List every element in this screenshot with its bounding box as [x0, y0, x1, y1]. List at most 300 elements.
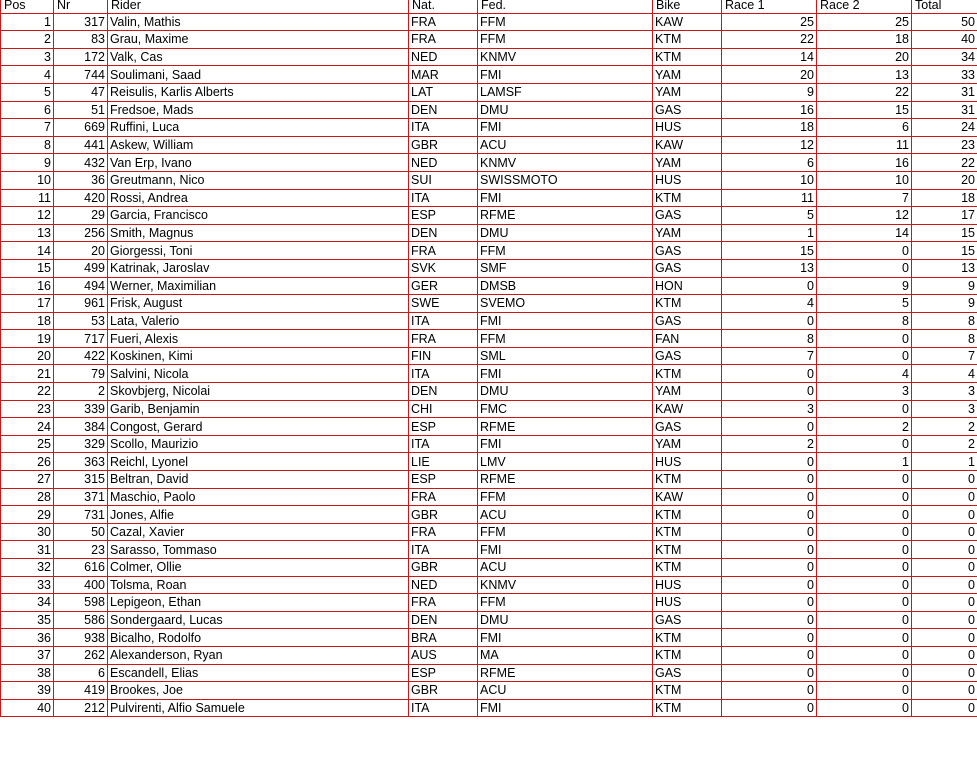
cell-race1: 0: [722, 365, 817, 383]
cell-race1: 7: [722, 347, 817, 365]
cell-bike: KTM: [653, 365, 722, 383]
cell-race1: 9: [722, 83, 817, 101]
table-row: [1, 523, 977, 541]
cell-race2: 0: [817, 594, 912, 612]
cell-nat: GER: [409, 277, 478, 295]
cell-nat: ITA: [409, 699, 478, 717]
cell-race2: 4: [817, 365, 912, 383]
cell-nat: DEN: [409, 101, 478, 119]
cell-race1: 0: [722, 383, 817, 401]
cell-nat: NED: [409, 154, 478, 172]
cell-nr: 384: [54, 418, 108, 436]
cell-bike: KTM: [653, 31, 722, 49]
cell-total: 40: [912, 31, 977, 49]
cell-rider: Garcia, Francisco: [108, 207, 409, 225]
cell-bike: KTM: [653, 646, 722, 664]
table-row: [1, 541, 977, 559]
cell-rider: Valin, Mathis: [108, 13, 409, 31]
cell-race2: 13: [817, 66, 912, 84]
table-row: [1, 13, 977, 31]
cell-race2: 0: [817, 699, 912, 717]
cell-fed: FFM: [478, 242, 653, 260]
cell-race1: 18: [722, 119, 817, 137]
table-row: [1, 312, 977, 330]
table-row: [1, 646, 977, 664]
cell-pos: 26: [1, 453, 54, 471]
table-row: [1, 488, 977, 506]
table-row: [1, 435, 977, 453]
cell-nr: 50: [54, 523, 108, 541]
cell-pos: 20: [1, 347, 54, 365]
cell-pos: 24: [1, 418, 54, 436]
table-row: [1, 48, 977, 66]
cell-bike: GAS: [653, 347, 722, 365]
cell-fed: FFM: [478, 13, 653, 31]
table-row: [1, 576, 977, 594]
cell-rider: Cazal, Xavier: [108, 523, 409, 541]
cell-nr: 53: [54, 312, 108, 330]
cell-pos: 40: [1, 699, 54, 717]
cell-pos: 35: [1, 611, 54, 629]
table-row: [1, 242, 977, 260]
cell-fed: RFME: [478, 207, 653, 225]
cell-race1: 0: [722, 471, 817, 489]
cell-fed: KNMV: [478, 576, 653, 594]
cell-race2: 18: [817, 31, 912, 49]
cell-pos: 23: [1, 400, 54, 418]
cell-race1: 1: [722, 224, 817, 242]
cell-bike: HON: [653, 277, 722, 295]
table-row: [1, 171, 977, 189]
cell-pos: 2: [1, 31, 54, 49]
cell-pos: 37: [1, 646, 54, 664]
cell-race1: 10: [722, 171, 817, 189]
cell-pos: 1: [1, 13, 54, 31]
cell-race2: 0: [817, 506, 912, 524]
cell-nr: 422: [54, 347, 108, 365]
cell-rider: Katrinak, Jaroslav: [108, 259, 409, 277]
cell-race2: 0: [817, 347, 912, 365]
cell-bike: YAM: [653, 154, 722, 172]
cell-nat: ITA: [409, 119, 478, 137]
cell-rider: Maschio, Paolo: [108, 488, 409, 506]
cell-nat: FRA: [409, 488, 478, 506]
cell-bike: KTM: [653, 523, 722, 541]
cell-nat: DEN: [409, 383, 478, 401]
cell-nr: 36: [54, 171, 108, 189]
table-row: [1, 664, 977, 682]
cell-bike: GAS: [653, 101, 722, 119]
cell-bike: KTM: [653, 189, 722, 207]
cell-bike: GAS: [653, 259, 722, 277]
cell-rider: Werner, Maximilian: [108, 277, 409, 295]
cell-rider: Lata, Valerio: [108, 312, 409, 330]
cell-total: 0: [912, 471, 977, 489]
cell-pos: 17: [1, 295, 54, 313]
table-row: [1, 400, 977, 418]
cell-nat: ESP: [409, 664, 478, 682]
cell-bike: GAS: [653, 312, 722, 330]
cell-race2: 0: [817, 611, 912, 629]
header-fed: Fed.: [478, 0, 653, 13]
header-rider: Rider: [108, 0, 409, 13]
cell-race2: 14: [817, 224, 912, 242]
cell-nr: 329: [54, 435, 108, 453]
table-row: [1, 207, 977, 225]
cell-pos: 30: [1, 523, 54, 541]
cell-pos: 38: [1, 664, 54, 682]
table-row: [1, 66, 977, 84]
cell-nat: DEN: [409, 224, 478, 242]
cell-race1: 13: [722, 259, 817, 277]
cell-race2: 9: [817, 277, 912, 295]
cell-pos: 4: [1, 66, 54, 84]
cell-bike: HUS: [653, 119, 722, 137]
table-row: [1, 154, 977, 172]
cell-race2: 0: [817, 576, 912, 594]
cell-race1: 12: [722, 136, 817, 154]
cell-bike: KTM: [653, 506, 722, 524]
cell-bike: KAW: [653, 488, 722, 506]
cell-total: 0: [912, 594, 977, 612]
cell-pos: 10: [1, 171, 54, 189]
cell-total: 8: [912, 312, 977, 330]
cell-nat: BRA: [409, 629, 478, 647]
cell-nat: ESP: [409, 207, 478, 225]
cell-fed: ACU: [478, 682, 653, 700]
cell-fed: FMI: [478, 629, 653, 647]
cell-race2: 8: [817, 312, 912, 330]
cell-pos: 22: [1, 383, 54, 401]
cell-race2: 15: [817, 101, 912, 119]
cell-race2: 0: [817, 435, 912, 453]
cell-nr: 363: [54, 453, 108, 471]
cell-bike: YAM: [653, 224, 722, 242]
cell-bike: GAS: [653, 664, 722, 682]
cell-nat: FRA: [409, 13, 478, 31]
cell-nat: GBR: [409, 559, 478, 577]
header-nat: Nat.: [409, 0, 478, 13]
cell-rider: Colmer, Ollie: [108, 559, 409, 577]
cell-total: 18: [912, 189, 977, 207]
cell-fed: LMV: [478, 453, 653, 471]
table-row: [1, 189, 977, 207]
cell-fed: FMI: [478, 541, 653, 559]
cell-nat: FRA: [409, 330, 478, 348]
cell-race2: 3: [817, 383, 912, 401]
cell-bike: HUS: [653, 171, 722, 189]
cell-race1: 0: [722, 277, 817, 295]
cell-pos: 19: [1, 330, 54, 348]
cell-rider: Van Erp, Ivano: [108, 154, 409, 172]
cell-nr: 938: [54, 629, 108, 647]
table-row: [1, 682, 977, 700]
cell-bike: KAW: [653, 400, 722, 418]
table-row: [1, 471, 977, 489]
cell-nr: 47: [54, 83, 108, 101]
cell-race2: 10: [817, 171, 912, 189]
cell-nr: 339: [54, 400, 108, 418]
header-total: Total: [912, 0, 977, 13]
cell-rider: Grau, Maxime: [108, 31, 409, 49]
table-row: [1, 559, 977, 577]
cell-rider: Bicalho, Rodolfo: [108, 629, 409, 647]
cell-fed: KNMV: [478, 48, 653, 66]
cell-total: 0: [912, 646, 977, 664]
cell-rider: Congost, Gerard: [108, 418, 409, 436]
cell-race1: 0: [722, 559, 817, 577]
cell-nr: 83: [54, 31, 108, 49]
cell-fed: RFME: [478, 471, 653, 489]
cell-total: 23: [912, 136, 977, 154]
cell-bike: YAM: [653, 383, 722, 401]
cell-race2: 0: [817, 488, 912, 506]
cell-bike: FAN: [653, 330, 722, 348]
cell-nr: 731: [54, 506, 108, 524]
cell-rider: Alexanderson, Ryan: [108, 646, 409, 664]
cell-fed: MA: [478, 646, 653, 664]
cell-rider: Sondergaard, Lucas: [108, 611, 409, 629]
cell-total: 34: [912, 48, 977, 66]
cell-race1: 0: [722, 523, 817, 541]
cell-race2: 1: [817, 453, 912, 471]
cell-total: 13: [912, 259, 977, 277]
cell-pos: 11: [1, 189, 54, 207]
cell-total: 33: [912, 66, 977, 84]
cell-total: 15: [912, 242, 977, 260]
table-row: [1, 365, 977, 383]
cell-race1: 11: [722, 189, 817, 207]
cell-fed: FMI: [478, 699, 653, 717]
cell-fed: LAMSF: [478, 83, 653, 101]
table-row: [1, 330, 977, 348]
cell-race1: 3: [722, 400, 817, 418]
cell-race2: 5: [817, 295, 912, 313]
cell-nr: 494: [54, 277, 108, 295]
cell-total: 0: [912, 611, 977, 629]
cell-bike: KTM: [653, 48, 722, 66]
cell-rider: Garib, Benjamin: [108, 400, 409, 418]
cell-race2: 25: [817, 13, 912, 31]
table-row: [1, 629, 977, 647]
cell-total: 0: [912, 664, 977, 682]
header-row: [1, 0, 977, 13]
cell-pos: 27: [1, 471, 54, 489]
cell-total: 17: [912, 207, 977, 225]
cell-fed: FFM: [478, 330, 653, 348]
cell-race1: 0: [722, 646, 817, 664]
table-row: [1, 277, 977, 295]
cell-race2: 0: [817, 646, 912, 664]
cell-race1: 0: [722, 453, 817, 471]
cell-total: 2: [912, 418, 977, 436]
cell-pos: 32: [1, 559, 54, 577]
cell-fed: RFME: [478, 664, 653, 682]
cell-rider: Fredsoe, Mads: [108, 101, 409, 119]
cell-race1: 0: [722, 576, 817, 594]
cell-race2: 0: [817, 400, 912, 418]
cell-race1: 14: [722, 48, 817, 66]
cell-rider: Greutmann, Nico: [108, 171, 409, 189]
cell-race1: 0: [722, 418, 817, 436]
cell-rider: Rossi, Andrea: [108, 189, 409, 207]
table-row: [1, 224, 977, 242]
cell-race1: 2: [722, 435, 817, 453]
cell-nat: AUS: [409, 646, 478, 664]
cell-fed: DMU: [478, 611, 653, 629]
cell-nat: FRA: [409, 523, 478, 541]
cell-rider: Pulvirenti, Alfio Samuele: [108, 699, 409, 717]
cell-total: 8: [912, 330, 977, 348]
cell-race2: 0: [817, 523, 912, 541]
cell-nat: MAR: [409, 66, 478, 84]
cell-rider: Beltran, David: [108, 471, 409, 489]
cell-fed: DMU: [478, 101, 653, 119]
cell-nr: 315: [54, 471, 108, 489]
table-row: [1, 136, 977, 154]
cell-pos: 12: [1, 207, 54, 225]
cell-bike: YAM: [653, 66, 722, 84]
cell-race1: 0: [722, 312, 817, 330]
cell-nat: ITA: [409, 312, 478, 330]
cell-rider: Jones, Alfie: [108, 506, 409, 524]
cell-bike: HUS: [653, 594, 722, 612]
cell-total: 22: [912, 154, 977, 172]
cell-pos: 33: [1, 576, 54, 594]
cell-pos: 31: [1, 541, 54, 559]
cell-nat: SWE: [409, 295, 478, 313]
table-row: [1, 453, 977, 471]
cell-race2: 0: [817, 682, 912, 700]
cell-nr: 432: [54, 154, 108, 172]
cell-rider: Fueri, Alexis: [108, 330, 409, 348]
cell-bike: KAW: [653, 136, 722, 154]
cell-fed: SVEMO: [478, 295, 653, 313]
cell-nr: 400: [54, 576, 108, 594]
cell-race1: 22: [722, 31, 817, 49]
cell-race2: 0: [817, 242, 912, 260]
cell-nat: LIE: [409, 453, 478, 471]
cell-nat: SVK: [409, 259, 478, 277]
cell-race2: 0: [817, 629, 912, 647]
cell-pos: 29: [1, 506, 54, 524]
cell-total: 4: [912, 365, 977, 383]
cell-pos: 21: [1, 365, 54, 383]
header-nr: Nr: [54, 0, 108, 13]
header-race2: Race 2: [817, 0, 912, 13]
cell-race1: 5: [722, 207, 817, 225]
cell-rider: Salvini, Nicola: [108, 365, 409, 383]
table-row: [1, 347, 977, 365]
cell-rider: Koskinen, Kimi: [108, 347, 409, 365]
cell-rider: Soulimani, Saad: [108, 66, 409, 84]
table-row: [1, 418, 977, 436]
cell-nat: GBR: [409, 682, 478, 700]
cell-race1: 8: [722, 330, 817, 348]
cell-nr: 172: [54, 48, 108, 66]
cell-race2: 12: [817, 207, 912, 225]
cell-fed: FMI: [478, 435, 653, 453]
cell-fed: RFME: [478, 418, 653, 436]
cell-nat: NED: [409, 576, 478, 594]
cell-nr: 598: [54, 594, 108, 612]
cell-rider: Askew, William: [108, 136, 409, 154]
cell-race2: 2: [817, 418, 912, 436]
cell-bike: KAW: [653, 13, 722, 31]
cell-total: 0: [912, 523, 977, 541]
cell-pos: 28: [1, 488, 54, 506]
cell-nat: SUI: [409, 171, 478, 189]
cell-nr: 744: [54, 66, 108, 84]
cell-rider: Scollo, Maurizio: [108, 435, 409, 453]
cell-nr: 586: [54, 611, 108, 629]
cell-nr: 499: [54, 259, 108, 277]
cell-rider: Valk, Cas: [108, 48, 409, 66]
cell-bike: GAS: [653, 611, 722, 629]
cell-total: 20: [912, 171, 977, 189]
cell-fed: FMI: [478, 312, 653, 330]
cell-rider: Escandell, Elias: [108, 664, 409, 682]
cell-race2: 0: [817, 330, 912, 348]
cell-race1: 25: [722, 13, 817, 31]
cell-total: 0: [912, 559, 977, 577]
cell-fed: FFM: [478, 31, 653, 49]
cell-nr: 420: [54, 189, 108, 207]
cell-rider: Brookes, Joe: [108, 682, 409, 700]
cell-race2: 0: [817, 541, 912, 559]
cell-pos: 8: [1, 136, 54, 154]
cell-nat: GBR: [409, 136, 478, 154]
cell-nr: 371: [54, 488, 108, 506]
cell-race1: 0: [722, 488, 817, 506]
cell-nat: FIN: [409, 347, 478, 365]
table-row: [1, 31, 977, 49]
cell-bike: YAM: [653, 83, 722, 101]
cell-bike: KTM: [653, 541, 722, 559]
cell-fed: SWISSMOTO: [478, 171, 653, 189]
cell-total: 0: [912, 576, 977, 594]
cell-total: 31: [912, 101, 977, 119]
cell-nr: 29: [54, 207, 108, 225]
cell-nr: 717: [54, 330, 108, 348]
cell-total: 0: [912, 506, 977, 524]
cell-rider: Tolsma, Roan: [108, 576, 409, 594]
cell-race1: 0: [722, 682, 817, 700]
table-row: [1, 611, 977, 629]
cell-race1: 6: [722, 154, 817, 172]
cell-pos: 34: [1, 594, 54, 612]
cell-nat: LAT: [409, 83, 478, 101]
cell-fed: FMI: [478, 365, 653, 383]
cell-total: 0: [912, 488, 977, 506]
cell-fed: DMU: [478, 383, 653, 401]
cell-race2: 0: [817, 664, 912, 682]
cell-fed: SMF: [478, 259, 653, 277]
cell-pos: 3: [1, 48, 54, 66]
cell-total: 3: [912, 383, 977, 401]
cell-nat: ITA: [409, 189, 478, 207]
cell-race1: 16: [722, 101, 817, 119]
table-row: [1, 295, 977, 313]
cell-bike: GAS: [653, 207, 722, 225]
cell-nr: 419: [54, 682, 108, 700]
header-pos: Pos: [1, 0, 54, 13]
cell-nr: 6: [54, 664, 108, 682]
table-row: [1, 383, 977, 401]
cell-bike: KTM: [653, 699, 722, 717]
cell-rider: Skovbjerg, Nicolai: [108, 383, 409, 401]
cell-pos: 18: [1, 312, 54, 330]
